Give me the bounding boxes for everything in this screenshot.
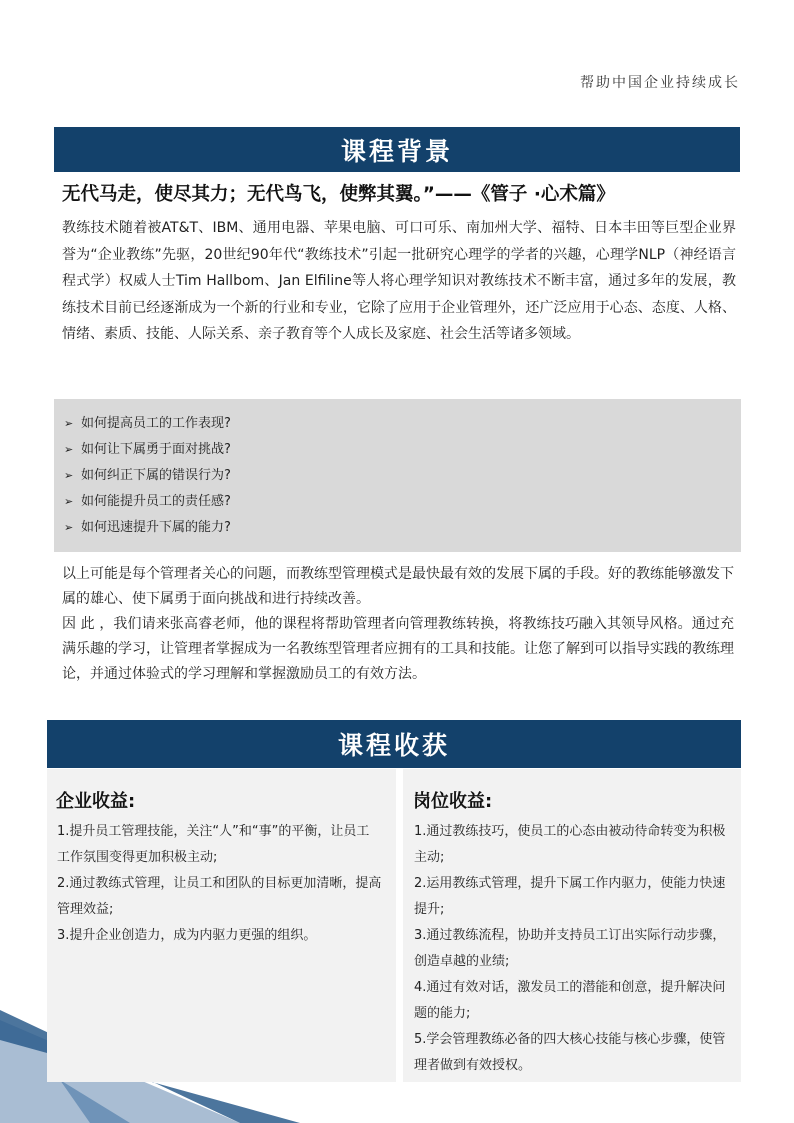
summary-paragraph-2: 因 此 ，我们请来张高睿老师，他的课程将帮助管理者向管理教练转换，将教练技巧融入其领导风格。通过充满乐趣的学习，让管理者掌握成为一名教练型管理者应拥有的工具和技能。让您了解到可以指导实践的教练理论，并通过体验式的学习理解和掌握激励员工的有效方法。	[62, 616, 734, 682]
arrow-bullet-icon: ➢	[64, 417, 74, 430]
position-benefits-panel	[403, 769, 741, 1082]
position-benefits-list	[414, 819, 728, 1079]
section-title-gains: 课程收获	[47, 720, 741, 768]
benefit-item: 3.通过教练流程，协助并支持员工订出实际行动步骤，创造卓越的业绩;	[414, 928, 726, 969]
arrow-bullet-icon: ➢	[64, 469, 74, 482]
question-text: 如何提高员工的工作表现?	[81, 416, 231, 431]
summary-text	[62, 562, 734, 687]
questions-box	[54, 399, 741, 552]
question-text: 如何纠正下属的错误行为?	[81, 468, 231, 483]
benefit-item: 3.提升企业创造力，成为内驱力更强的组织。	[57, 928, 317, 943]
summary-paragraph-1: 以上可能是每个管理者关心的问题，而教练型管理模式是最快最有效的发展下属的手段。好的教练能够激发下属的雄心、使下属勇于面向挑战和进行持续改善。	[62, 566, 734, 607]
position-benefits-title: 岗位收益:	[413, 791, 493, 812]
benefit-item: 5.学会管理教练必备的四大核心技能与核心步骤，使管理者做到有效授权。	[414, 1032, 726, 1073]
question-item	[64, 489, 741, 515]
section-title-background: 课程背景	[54, 127, 740, 172]
arrow-bullet-icon: ➢	[64, 443, 74, 456]
header-tagline: 帮助中国企业持续成长	[580, 75, 740, 91]
benefit-item: 2.通过教练式管理，让员工和团队的目标更加清晰，提高管理效益;	[57, 876, 382, 917]
arrow-bullet-icon: ➢	[64, 521, 74, 534]
benefit-item: 1.提升员工管理技能，关注“人”和“事”的平衡，让员工工作氛围变得更加积极主动;	[57, 824, 370, 865]
benefit-item: 2.运用教练式管理，提升下属工作内驱力，使能力快速提升;	[414, 876, 726, 917]
deco-mid-stripe	[60, 1080, 130, 1123]
enterprise-benefits-list	[57, 819, 382, 949]
arrow-bullet-icon: ➢	[64, 495, 74, 508]
question-item	[64, 515, 741, 541]
question-item	[64, 437, 741, 463]
question-item	[64, 411, 741, 437]
question-item	[64, 463, 741, 489]
questions-list	[54, 399, 741, 541]
intro-paragraph: 教练技术随着被AT&T、IBM、通用电器、苹果电脑、可口可乐、南加州大学、福特、日本丰田等巨型企业界誉为“企业教练”先驱，20世纪90年代“教练技术”引起一批研究心理学的学者的兴趣，心理学NLP（神经语言程式学）权威人士Tim Hallbom、Jan Elfiline等人将心理学知识对教练技术不断丰富，通过多年的发展，教练技术目前已经逐渐成为一个新的行业和专业，它除了应用于企业管理外，还广泛应用于心态、态度、人格、情绪、素质、技能、人际关系、亲子教育等个人成长及家庭、社会生活等诸多领域。	[62, 220, 736, 342]
benefit-item: 4.通过有效对话，激发员工的潜能和创意，提升解决问题的能力;	[414, 980, 726, 1021]
question-text: 如何让下属勇于面对挑战?	[81, 442, 231, 457]
enterprise-benefits-title: 企业收益:	[56, 791, 136, 812]
benefit-item: 1.通过教练技巧，使员工的心态由被动待命转变为积极主动;	[414, 824, 726, 865]
guanzi-quote: 无代马走，使尽其力；无代鸟飞，使弊其翼。”——《管子 ·心术篇》	[62, 184, 615, 205]
question-text: 如何能提升员工的责任感?	[81, 494, 231, 509]
question-text: 如何迅速提升下属的能力?	[81, 520, 231, 535]
enterprise-benefits-panel	[47, 769, 396, 1082]
